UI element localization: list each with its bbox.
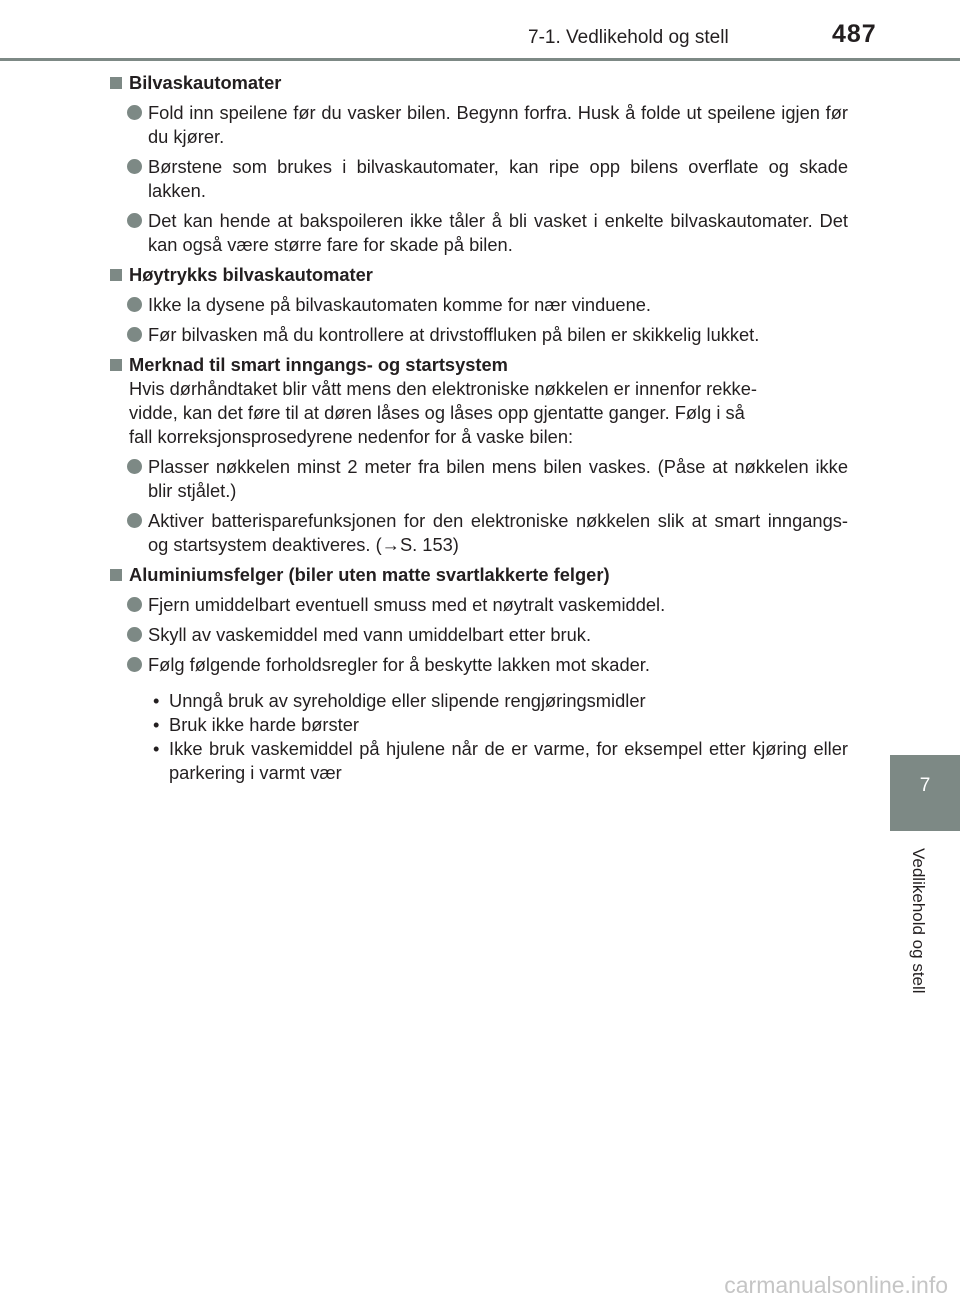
list-item bbox=[127, 101, 848, 149]
page-number: 487 bbox=[832, 20, 877, 48]
paragraph-line: vidde, kan det føre til at døren låses og låses opp gjentatte ganger. Følg i så bbox=[129, 402, 745, 423]
list-item-text: Børstene som brukes i bilvaskautomater, kan ripe opp bilens overflate og skade lakken. bbox=[148, 156, 848, 201]
sub-list-item bbox=[148, 689, 848, 713]
list-item-text: Følg følgende forholdsregler for å beskytte lakken mot skader. bbox=[148, 654, 650, 675]
paragraph-line: fall korreksjonsprosedyrene nedenfor for å vaske bilen: bbox=[129, 426, 574, 447]
list-item bbox=[127, 155, 848, 203]
list-item-text: Fold inn speilene før du vasker bilen. Begynn forfra. Husk å folde ut speilene igjen før du kjører. bbox=[148, 102, 848, 147]
paragraph-line: Hvis dørhåndtaket blir vått mens den elektroniske nøkkelen er innenfor rekke- bbox=[129, 378, 757, 399]
sub-list-item bbox=[148, 737, 848, 785]
circle-bullet-icon bbox=[127, 513, 142, 528]
list-item bbox=[127, 293, 848, 317]
list-item-text: Det kan hende at bakspoileren ikke tåler å bli vasket i enkelte bilvaskautomater. Det kan også være større fare for skade på bilen. bbox=[148, 210, 848, 255]
circle-bullet-icon bbox=[127, 213, 142, 228]
header-divider bbox=[0, 58, 960, 61]
dash-bullet-icon: • bbox=[153, 714, 160, 735]
section-heading bbox=[108, 353, 848, 377]
section-title: 7-1. Vedlikehold og stell bbox=[528, 27, 729, 48]
chapter-tab bbox=[890, 755, 960, 831]
heading-text: Bilvaskautomater bbox=[129, 72, 282, 93]
list-item-text: Før bilvasken må du kontrollere at drivstoffluken på bilen er skikkelig lukket. bbox=[148, 324, 760, 345]
sub-list-item bbox=[148, 713, 848, 737]
list-item bbox=[127, 455, 848, 503]
circle-bullet-icon bbox=[127, 627, 142, 642]
list-item bbox=[127, 653, 848, 677]
sub-list-item-text: Ikke bruk vaskemiddel på hjulene når de er varme, for eksempel etter kjøring eller parkering i varmt vær bbox=[169, 738, 848, 783]
list-item bbox=[127, 593, 848, 617]
list-item bbox=[127, 509, 848, 557]
chapter-title: Vedlikehold og stell bbox=[909, 848, 928, 994]
dash-bullet-icon: • bbox=[153, 738, 160, 759]
section-heading bbox=[108, 71, 848, 95]
circle-bullet-icon bbox=[127, 657, 142, 672]
square-bullet-icon bbox=[110, 359, 122, 371]
circle-bullet-icon bbox=[127, 459, 142, 474]
square-bullet-icon bbox=[110, 569, 122, 581]
square-bullet-icon bbox=[110, 269, 122, 281]
circle-bullet-icon bbox=[127, 297, 142, 312]
list-item-text: Aktiver batterisparefunksjonen for den elektroniske nøkkelen slik at smart inngangs- og startsystem deaktiveres. (→S. 153) bbox=[148, 510, 848, 555]
sub-list-item-text: Unngå bruk av syreholdige eller slipende rengjøringsmidler bbox=[169, 690, 646, 711]
list-item-text: Fjern umiddelbart eventuell smuss med et nøytralt vaskemiddel. bbox=[148, 594, 666, 615]
heading-text: Merknad til smart inngangs- og startsystem bbox=[129, 354, 508, 375]
watermark: carmanualsonline.info bbox=[724, 1272, 948, 1298]
heading-text: Aluminiumsfelger (biler uten matte svartlakkerte felger) bbox=[129, 564, 610, 585]
list-item bbox=[127, 323, 848, 347]
list-item-text: Plasser nøkkelen minst 2 meter fra bilen mens bilen vaskes. (Påse at nøkkelen ikke blir stjålet.) bbox=[148, 456, 848, 501]
heading-text: Høytrykks bilvaskautomater bbox=[129, 264, 373, 285]
dash-bullet-icon: • bbox=[153, 690, 160, 711]
page-content bbox=[108, 71, 848, 785]
list-item bbox=[127, 623, 848, 647]
circle-bullet-icon bbox=[127, 105, 142, 120]
section-heading bbox=[108, 263, 848, 287]
list-item bbox=[127, 209, 848, 257]
list-item-text: Skyll av vaskemiddel med vann umiddelbart etter bruk. bbox=[148, 624, 592, 645]
list-item-text: Ikke la dysene på bilvaskautomaten komme for nær vinduene. bbox=[148, 294, 652, 315]
section-heading bbox=[108, 563, 848, 587]
circle-bullet-icon bbox=[127, 597, 142, 612]
circle-bullet-icon bbox=[127, 327, 142, 342]
square-bullet-icon bbox=[110, 77, 122, 89]
sub-list-item-text: Bruk ikke harde børster bbox=[169, 714, 359, 735]
circle-bullet-icon bbox=[127, 159, 142, 174]
chapter-number: 7 bbox=[919, 775, 931, 796]
paragraph bbox=[129, 377, 848, 449]
